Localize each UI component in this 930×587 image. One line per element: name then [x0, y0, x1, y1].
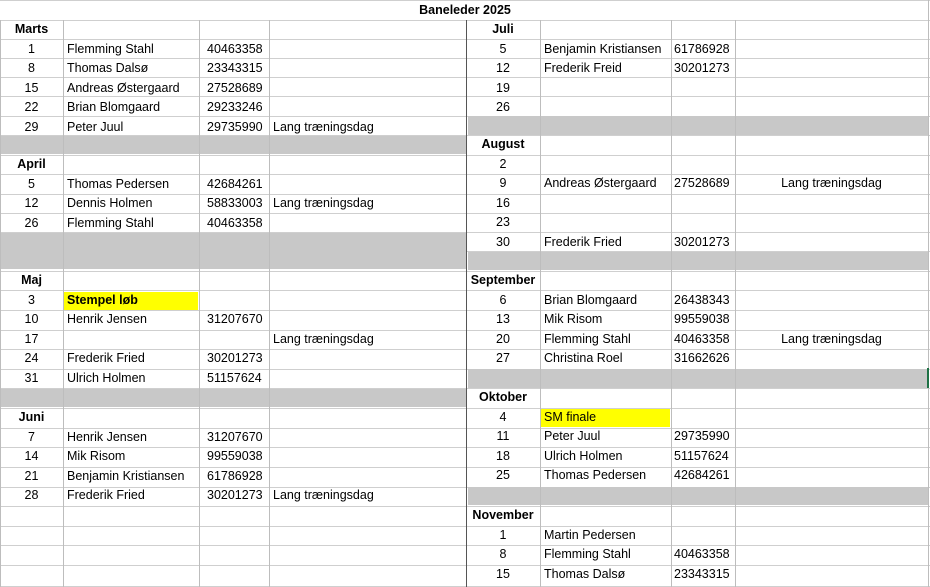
date-cell: 8	[499, 547, 507, 562]
note-cell: Lang træningsdag	[781, 331, 882, 346]
phone-number: 99559038	[674, 312, 730, 327]
phone-number: 27528689	[207, 80, 263, 95]
date-cell: 1	[499, 528, 507, 542]
date-cell: 27	[496, 351, 510, 366]
date-cell: 3	[28, 293, 35, 307]
date-cell: 4	[499, 410, 507, 424]
phone-number: 26438343	[674, 293, 730, 307]
separator-row	[468, 252, 928, 270]
date-cell: 30	[496, 234, 510, 249]
leader-name: Andreas Østergaard	[544, 176, 657, 191]
date-cell: 7	[28, 430, 35, 444]
date-cell: 15	[24, 80, 39, 95]
date-cell: 26	[24, 215, 39, 230]
phone-number: 58833003	[207, 196, 263, 211]
phone-number: 30201273	[207, 488, 263, 503]
date-cell: 24	[24, 351, 39, 366]
leader-name: Benjamin Kristiansen	[67, 468, 185, 483]
leader-name: Benjamin Kristiansen	[544, 42, 662, 56]
month-header: Juni	[18, 410, 45, 424]
column-line	[199, 20, 200, 587]
leader-name: Flemming Stahl	[67, 42, 154, 56]
event-name: SM finale	[544, 410, 597, 424]
note-cell: Lang træningsdag	[273, 119, 374, 134]
leader-name: Frederik Freid	[544, 61, 622, 76]
month-header: Oktober	[479, 390, 527, 404]
separator-row	[468, 116, 928, 135]
leader-name: Brian Blomgaard	[67, 100, 161, 115]
month-header: September	[470, 273, 536, 287]
leader-name: Thomas Pedersen	[544, 468, 647, 483]
month-header: August	[481, 137, 525, 151]
leader-name: Mik Risom	[544, 312, 603, 327]
grid-line	[0, 290, 930, 291]
note-cell: Lang træningsdag	[273, 196, 374, 211]
selection-edge	[927, 368, 929, 388]
column-line	[540, 20, 541, 587]
sheet-title: Baneleder 2025	[419, 3, 511, 17]
grid-line	[0, 0, 930, 1]
phone-number: 99559038	[207, 449, 263, 464]
date-cell: 12	[24, 196, 39, 211]
leader-name: Andreas Østergaard	[67, 80, 180, 95]
separator-row	[0, 389, 466, 407]
date-cell: 5	[28, 177, 35, 191]
date-cell: 17	[24, 331, 39, 346]
phone-number: 30201273	[207, 351, 263, 366]
month-header: Marts	[14, 22, 49, 36]
leader-name: Thomas Dalsø	[67, 61, 149, 76]
grid-line	[0, 271, 930, 272]
phone-number: 40463358	[207, 215, 263, 230]
phone-number: 40463358	[674, 547, 730, 562]
phone-number: 31207670	[207, 430, 263, 444]
grid-line	[0, 506, 930, 507]
date-cell: 1	[28, 42, 35, 56]
date-cell: 21	[24, 468, 39, 483]
phone-number: 29233246	[207, 100, 263, 115]
grid-line	[0, 155, 930, 156]
date-cell: 15	[496, 566, 510, 581]
phone-number: 31207670	[207, 312, 263, 327]
event-name: Stempel løb	[67, 293, 138, 307]
month-header: Maj	[21, 273, 42, 287]
month-header: November	[472, 508, 534, 522]
column-line	[671, 20, 672, 587]
leader-name: Thomas Pedersen	[67, 177, 170, 191]
date-cell: 19	[496, 80, 510, 95]
leader-name: Flemming Stahl	[544, 331, 631, 346]
leader-name: Martin Pedersen	[544, 528, 636, 542]
date-cell: 16	[496, 195, 510, 210]
grid-line	[0, 20, 930, 21]
phone-number: 30201273	[674, 61, 730, 76]
month-header: Juli	[492, 22, 514, 36]
phone-number: 29735990	[674, 429, 730, 444]
date-cell: 6	[499, 293, 507, 307]
leader-name: Peter Juul	[544, 429, 601, 444]
grid-line	[0, 545, 930, 546]
phone-number: 42684261	[207, 177, 263, 191]
separator-row	[468, 369, 928, 388]
column-line	[269, 20, 270, 587]
note-cell: Lang træningsdag	[273, 331, 374, 346]
leader-name: Henrik Jensen	[67, 430, 147, 444]
leader-name: Flemming Stahl	[67, 215, 154, 230]
phone-number: 42684261	[674, 468, 730, 483]
phone-number: 29735990	[207, 119, 263, 134]
grid-line	[0, 447, 930, 448]
grid-line	[0, 526, 930, 527]
date-cell: 10	[24, 312, 39, 327]
date-cell: 29	[24, 119, 39, 134]
date-cell: 23	[496, 215, 510, 230]
date-cell: 28	[24, 488, 39, 503]
grid-line	[0, 408, 930, 409]
date-cell: 26	[496, 100, 510, 115]
date-cell: 13	[496, 312, 510, 327]
date-cell: 2	[499, 157, 507, 171]
leader-name: Frederik Fried	[67, 351, 145, 366]
separator-row	[468, 487, 928, 505]
leader-name: Ulrich Holmen	[67, 370, 146, 385]
date-cell: 11	[496, 429, 510, 444]
date-cell: 12	[496, 61, 510, 76]
phone-number: 23343315	[674, 566, 730, 581]
date-cell: 8	[28, 61, 35, 76]
phone-number: 51157624	[674, 448, 729, 463]
separator-row	[0, 136, 466, 154]
separator-row	[0, 233, 466, 269]
leader-name: Thomas Dalsø	[544, 566, 626, 581]
date-cell: 31	[24, 370, 39, 385]
phone-number: 61786928	[207, 468, 263, 483]
date-cell: 22	[24, 100, 39, 115]
leader-name: Frederik Fried	[544, 234, 622, 249]
phone-number: 31662626	[674, 351, 730, 366]
leader-name: Mik Risom	[67, 449, 126, 464]
leader-name: Henrik Jensen	[67, 312, 147, 327]
date-cell: 20	[496, 331, 510, 346]
leader-name: Brian Blomgaard	[544, 293, 638, 307]
date-cell: 9	[499, 176, 507, 191]
date-cell: 25	[496, 468, 510, 483]
phone-number: 23343315	[207, 61, 263, 76]
note-cell: Lang træningsdag	[781, 176, 882, 191]
phone-number: 61786928	[674, 42, 730, 56]
leader-name: Dennis Holmen	[67, 196, 153, 211]
phone-number: 27528689	[674, 176, 730, 191]
month-header: April	[17, 157, 46, 171]
date-cell: 18	[496, 448, 510, 463]
leader-name: Flemming Stahl	[544, 547, 631, 562]
column-line	[735, 20, 736, 587]
phone-number: 40463358	[207, 42, 263, 56]
column-line	[928, 0, 929, 587]
phone-number: 40463358	[674, 331, 730, 346]
date-cell: 5	[499, 42, 507, 56]
leader-name: Christina Roel	[544, 351, 623, 366]
phone-number: 51157624	[207, 370, 262, 385]
leader-name: Peter Juul	[67, 119, 124, 134]
leader-name: Ulrich Holmen	[544, 448, 623, 463]
note-cell: Lang træningsdag	[273, 488, 374, 503]
leader-name: Frederik Fried	[67, 488, 145, 503]
date-cell: 14	[24, 449, 39, 464]
phone-number: 30201273	[674, 234, 730, 249]
grid-line	[0, 565, 930, 566]
